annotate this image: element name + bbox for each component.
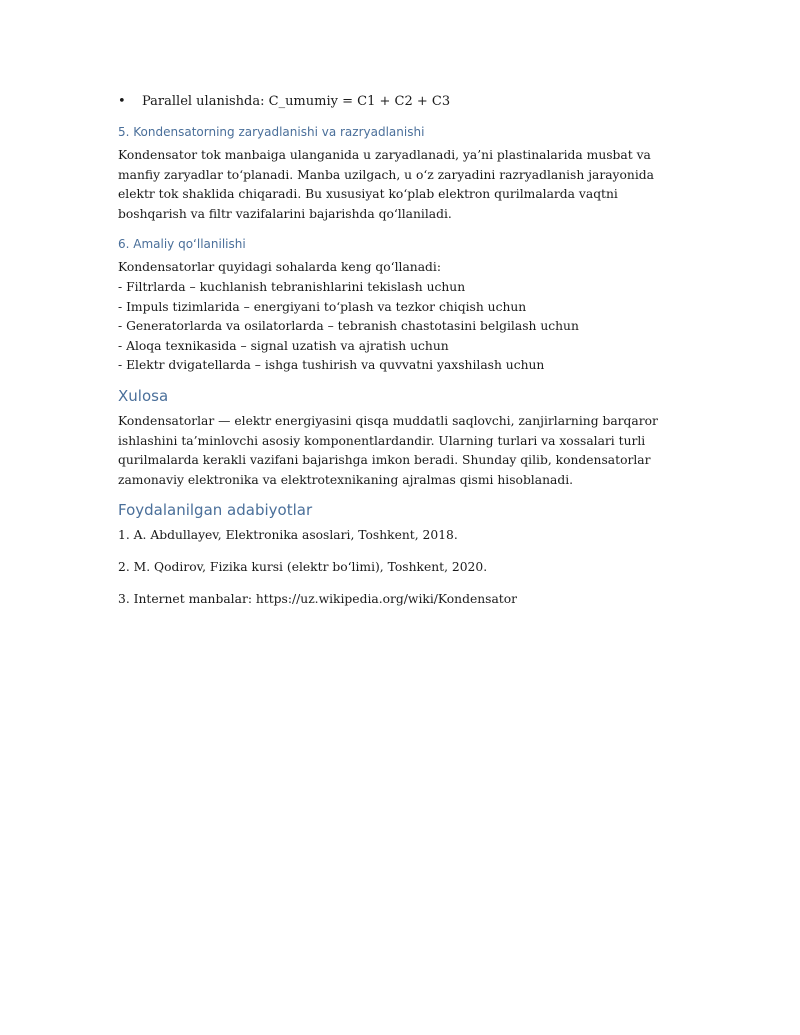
references-heading: Foydalanilgan adabiyotlar bbox=[118, 501, 313, 520]
list-item: - Filtrlarda – kuchlanish tebranishlarini tekislash uchun bbox=[118, 279, 466, 294]
conclusion-heading: Xulosa bbox=[118, 386, 169, 405]
conclusion-paragraph: Kondensatorlar — elektr energiyasini qisqa muddatli saqlovchi, zanjirlarning barqaror ishlashini ta’minlovchi asosiy komponentlardandir. Ularning turlari va xossalari turli qurilmalarda kerakli vazifani bajarishga imkon beradi. Shunday qilib, kondensatorlar zamonaviy elektronika va elektrotexnikaning ajralmas qismi hisoblanadi. bbox=[118, 413, 658, 487]
reference-item: 1. A. Abdullayev, Elektronika asoslari, Toshkent, 2018. bbox=[118, 528, 458, 543]
section5-heading: 5. Kondensatorning zaryadlanishi va razryadlanishi bbox=[118, 125, 425, 139]
section6-intro: Kondensatorlar quyidagi sohalarda keng qo‘llanadi: bbox=[118, 260, 441, 275]
parallel-formula-bullet bbox=[118, 92, 678, 112]
reference-item: 2. M. Qodirov, Fizika kursi (elektr bo‘limi), Toshkent, 2020. bbox=[118, 559, 488, 574]
list-item: - Elektr dvigatellarda – ishga tushirish va quvvatni yaxshilash uchun bbox=[118, 358, 545, 373]
list-item: - Generatorlarda va osilatorlarda – tebranish chastotasini belgilash uchun bbox=[118, 319, 579, 334]
list-item: - Aloqa texnikasida – signal uzatish va ajratish uchun bbox=[118, 338, 449, 353]
section5-paragraph: Kondensator tok manbaiga ulanganida u zaryadlanadi, ya’ni plastinalarida musbat va manfiy zaryadlar to‘planadi. Manba uzilgach, u o‘z zaryadini razryadlanish jarayonida elektr tok shaklida chiqaradi. Bu xususiyat ko‘plab elektron qurilmalarda vaqtni boshqarish va filtr vazifalarini bajarishda qo‘llaniladi. bbox=[118, 148, 654, 221]
section6-heading: 6. Amaliy qo‘llanilishi bbox=[118, 237, 246, 252]
bullet-marker: • bbox=[118, 94, 126, 109]
page-content bbox=[118, 92, 678, 621]
reference-item: 3. Internet manbalar: https://uz.wikipedia.org/wiki/Kondensator bbox=[118, 591, 518, 606]
list-item: - Impuls tizimlarida – energiyani to‘plash va tezkor chiqish uchun bbox=[118, 299, 527, 314]
parallel-formula-text: Parallel ulanishda: C_umumiy = C1 + C2 + C3 bbox=[142, 94, 451, 109]
